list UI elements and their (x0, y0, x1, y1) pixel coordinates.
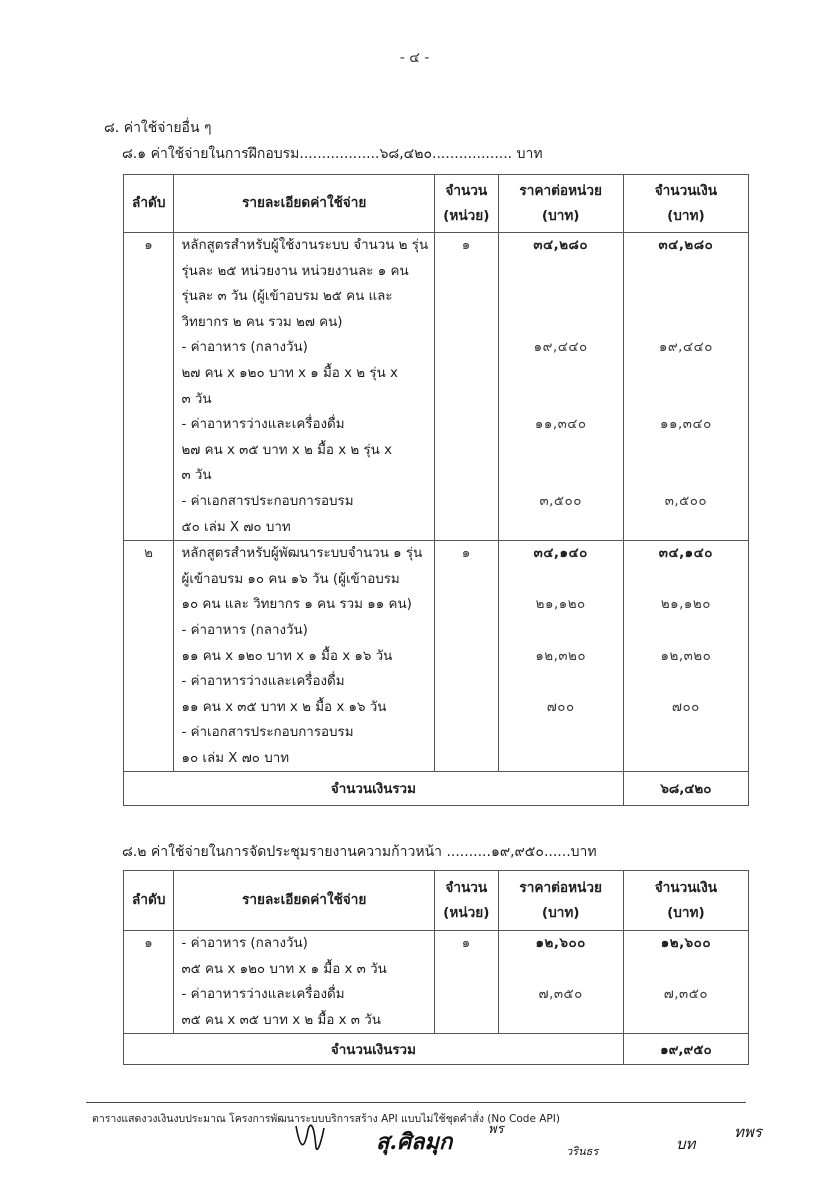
header-amount: จำนวนเงิน (บาท) (623, 175, 748, 233)
row-amount-value (624, 746, 748, 772)
row-amount-value (624, 361, 748, 387)
description-line: ผู้เข้าอบรม ๑๐ คน ๑๖ วัน (ผู้เข้าอบรม (181, 571, 400, 587)
row-amount-value: ๓,๕๐๐ (664, 493, 708, 509)
row-unit-price-value (499, 463, 623, 489)
table-row (124, 233, 749, 541)
description-line: ๑๑ คน x ๑๒๐ บาท x ๑ มื้อ x ๑๖ วัน (181, 648, 393, 664)
initial-3: ทพร (734, 1123, 762, 1141)
row-amount-value (624, 720, 748, 746)
row-unit-price-value: ๓๔,๒๘๐ (533, 238, 589, 253)
header-unit-price: ราคาต่อหน่วย (บาท) (498, 175, 623, 233)
row-unit-price-value: ๗,๓๕๐ (538, 987, 583, 1003)
description-line: หลักสูตรสำหรับผู้ใช้งานระบบ จำนวน ๒ รุ่น (181, 238, 429, 253)
row-seq-text: ๑ (144, 936, 154, 951)
footer-caption: ตารางแสดงวงเงินงบประมาณ โครงการพัฒนาระบบบริการสร้าง API แบบไม่ใช้ชุดคำสั่ง (No Code API) (92, 1113, 560, 1125)
description-line: ๒๗ คน x ๓๕ บาท x ๒ มื้อ x ๒ รุ่น x (181, 442, 393, 458)
quantity-text: ๑ (461, 238, 471, 253)
row-unit-price-value: ๑๙,๔๔๐ (533, 340, 588, 356)
row-unit-price-value (499, 361, 623, 387)
row-amount-value (624, 567, 748, 593)
row-quantity (434, 233, 498, 541)
row-amount-value: ๑๙,๔๔๐ (658, 340, 713, 356)
row-unit-price-value: ๒๑,๑๒๐ (535, 597, 586, 613)
description-line: ๑๐ คน และ วิทยากร ๑ คน รวม ๑๑ คน) (181, 597, 412, 613)
row-amount-value (624, 669, 748, 695)
signature-2: วรินธร (566, 1145, 599, 1158)
row-amount-value: ๑๑,๓๔๐ (660, 417, 712, 433)
row-unit-price-value (499, 669, 623, 695)
page-number: - ๔ - (399, 50, 430, 66)
row-amount-value: ๑๒,๓๒๐ (660, 648, 712, 664)
header-seq: ลำดับ (124, 175, 174, 233)
row-amount-value: ๓๔,๒๘๐ (658, 238, 714, 253)
row-amount-value: ๒๑,๑๒๐ (660, 597, 711, 613)
row-quantity (434, 931, 498, 1034)
row-unit-price-value (499, 438, 623, 464)
row-unit-price-value: ๗๐๐ (546, 699, 575, 715)
row-unit-price-value: ๑๒,๖๐๐ (535, 936, 586, 951)
description-line: ๑๑ คน x ๓๕ บาท x ๒ มื้อ x ๑๖ วัน (181, 699, 387, 715)
footer-divider (86, 1102, 746, 1103)
table-row (124, 541, 749, 772)
row-description (174, 541, 435, 772)
row-unit-price-value (499, 259, 623, 285)
description-line: - ค่าอาหารว่างและเครื่องดื่ม (181, 674, 345, 690)
row-amount-value (624, 957, 748, 983)
row-amount-value (624, 310, 748, 336)
row-unit-price-value: ๑๒,๓๒๐ (535, 648, 587, 664)
row-amount-value: ๓๔,๑๔๐ (658, 546, 713, 562)
header-quantity: จำนวน (หน่วย) (434, 175, 498, 233)
row-unit-price-value (499, 310, 623, 336)
row-amount-value (624, 438, 748, 464)
header-unit-price: ราคาต่อหน่วย (บาท) (498, 871, 623, 931)
description-line: - ค่าอาหาร (กลางวัน) (181, 622, 308, 638)
section-8-2-label: ๘.๒ ค่าใช้จ่ายในการจัดประชุมรายงานความก้าวหน้า ..........๑๙,๙๕๐......บาท (122, 844, 597, 860)
row-unit-price-value: ๑๑,๓๔๐ (534, 417, 587, 433)
row-amount-value (624, 463, 748, 489)
total-value: ๖๘,๔๒๐ (623, 772, 748, 806)
description-line: ๓๕ คน x ๑๒๐ บาท x ๑ มื้อ x ๓ วัน (181, 961, 387, 977)
training-cost-table (123, 174, 749, 806)
table-row (124, 931, 749, 1034)
row-unit-price-value (499, 746, 623, 772)
row-unit-price (498, 541, 623, 772)
row-amount-value (624, 1008, 748, 1034)
header-quantity: จำนวน (หน่วย) (434, 871, 498, 931)
total-label: จำนวนเงินรวม (124, 772, 624, 806)
row-seq (124, 233, 174, 541)
row-amount-value (624, 259, 748, 285)
description-line: - ค่าอาหาร (กลางวัน) (181, 340, 308, 356)
header-seq: ลำดับ (124, 871, 174, 931)
description-line: รุ่นละ ๓ วัน (ผู้เข้าอบรม ๒๕ คน และ (181, 289, 393, 305)
row-amount-value: ๗,๓๕๐ (663, 987, 709, 1003)
description-line: - ค่าอาหาร (กลางวัน) (181, 936, 308, 951)
row-amount-value (624, 515, 748, 541)
row-description (174, 233, 435, 541)
description-line: รุ่นละ ๒๕ หน่วยงาน หน่วยงานละ ๑ คน (181, 263, 409, 279)
row-unit-price-value (499, 957, 623, 983)
row-amount-value (624, 284, 748, 310)
description-line: ๓๕ คน x ๓๕ บาท x ๒ มื้อ x ๓ วัน (181, 1012, 381, 1028)
row-seq (124, 931, 174, 1034)
total-label: จำนวนเงินรวม (124, 1034, 624, 1065)
description-line: ๕๐ เล่ม X ๗๐ บาท (181, 519, 291, 535)
row-unit-price-value: ๓๔,๑๔๐ (533, 546, 588, 562)
row-unit-price-value (499, 720, 623, 746)
header-description: รายละเอียดค่าใช้จ่าย (174, 175, 435, 233)
meeting-cost-table (123, 870, 749, 1065)
description-line: - ค่าอาหารว่างและเครื่องดื่ม (181, 417, 345, 433)
row-amount-value (624, 618, 748, 644)
signature-1: สุ.ศิลมุก (376, 1129, 453, 1155)
row-amount (623, 541, 748, 772)
quantity-text: ๑ (461, 936, 471, 951)
section-8-title: ๘. ค่าใช้จ่ายอื่น ๆ (104, 120, 212, 136)
row-unit-price-value (499, 567, 623, 593)
row-unit-price-value (499, 284, 623, 310)
row-seq (124, 541, 174, 772)
description-line: - ค่าอาหารว่างและเครื่องดื่ม (181, 987, 345, 1003)
total-value: ๑๙,๙๕๐ (623, 1034, 748, 1065)
row-unit-price-value (499, 1008, 623, 1034)
row-amount (623, 931, 748, 1034)
description-line: - ค่าเอกสารประกอบการอบรม (181, 725, 354, 741)
row-unit-price-value (499, 618, 623, 644)
row-unit-price (498, 233, 623, 541)
description-line: - ค่าเอกสารประกอบการอบรม (181, 493, 354, 509)
row-unit-price-value: ๓,๕๐๐ (539, 493, 582, 509)
initial-2: บท (676, 1135, 696, 1153)
row-unit-price (498, 931, 623, 1034)
signature-mark-1 (290, 1118, 330, 1158)
section-8-1-label: ๘.๑ ค่าใช้จ่ายในการฝึกอบรม..................๖๘,๔๒๐.................. บาท (122, 146, 543, 162)
row-quantity (434, 541, 498, 772)
row-amount-value (624, 387, 748, 413)
header-amount: จำนวนเงิน (บาท) (623, 871, 748, 931)
row-amount (623, 233, 748, 541)
row-amount-value: ๗๐๐ (671, 699, 700, 715)
description-line: หลักสูตรสำหรับผู้พัฒนาระบบจำนวน ๑ รุ่น (181, 546, 423, 562)
description-line: ๓ วัน (181, 391, 212, 407)
row-seq-text: ๒ (144, 546, 154, 562)
row-seq-text: ๑ (144, 238, 154, 253)
description-line: ๓ วัน (181, 468, 212, 484)
header-description: รายละเอียดค่าใช้จ่าย (174, 871, 435, 931)
row-unit-price-value (499, 387, 623, 413)
quantity-text: ๑ (461, 546, 471, 562)
description-line: ๒๗ คน x ๑๒๐ บาท x ๑ มื้อ x ๒ รุ่น x (181, 365, 398, 381)
description-line: ๑๐ เล่ม X ๗๐ บาท (181, 750, 290, 766)
row-description (174, 931, 435, 1034)
description-line: วิทยากร ๒ คน รวม ๒๗ คน) (181, 314, 343, 330)
row-amount-value: ๑๒,๖๐๐ (660, 936, 712, 951)
row-unit-price-value (499, 515, 623, 541)
initial-1: พร (488, 1122, 504, 1137)
